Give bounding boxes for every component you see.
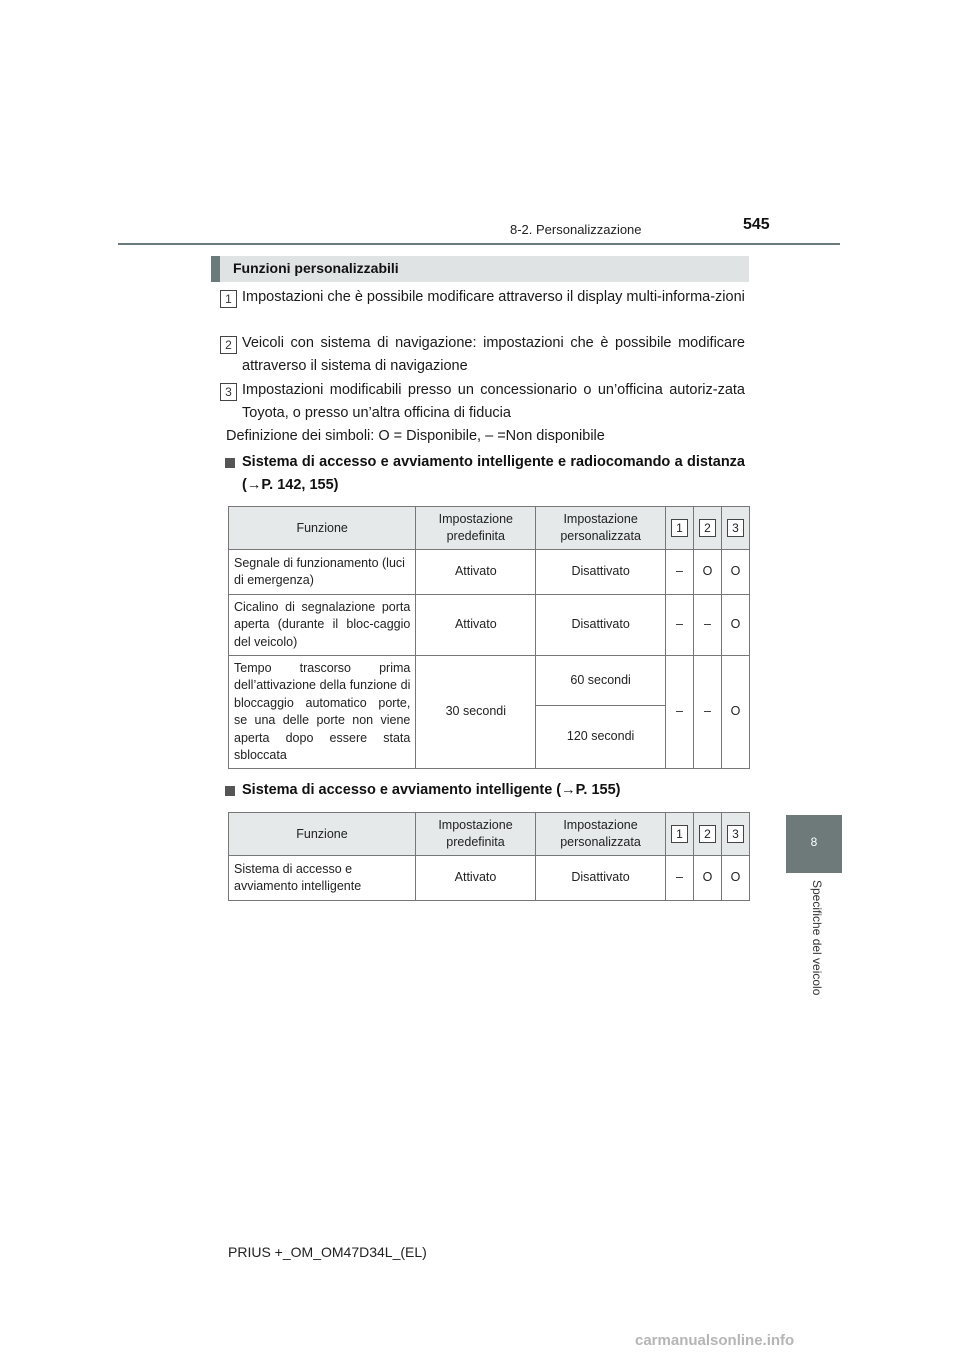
header-col-2: [693, 507, 721, 550]
table-row: [229, 550, 750, 595]
table-row: [229, 656, 750, 706]
cell-avail-1: –: [665, 550, 693, 595]
item-text-2: Veicoli con sistema di navigazione: impostazioni che è possibile modificare attraverso il sistema di navigazione: [242, 335, 745, 374]
badge-1: 1: [671, 519, 688, 537]
badge-3: 3: [727, 825, 744, 843]
header-default: Impostazione predefinita: [415, 813, 535, 856]
item-badge-1: 1: [220, 290, 237, 308]
cell-function: Sistema di accesso e avviamento intelligente: [229, 856, 416, 901]
item-text-1: Impostazioni che è possibile modificare attraverso il display multi-informa-zioni: [242, 289, 745, 305]
cell-avail-1: –: [665, 856, 693, 901]
cell-avail-2: –: [693, 656, 721, 769]
cell-avail-1: –: [665, 656, 693, 769]
subsection-title-1: Sistema di accesso e avviamento intelligente e radiocomando a distanza (→P. 142, 155): [242, 454, 745, 493]
cell-default: Attivato: [416, 550, 536, 595]
header-col-3: [721, 813, 749, 856]
item-badge-2: 2: [220, 336, 237, 354]
header-divider: [118, 243, 840, 245]
badge-2: 2: [699, 825, 716, 843]
cell-custom: Disattivato: [536, 595, 666, 656]
badge-2: 2: [699, 519, 716, 537]
item-text-3: Impostazioni modificabili presso un concessionario o un’officina autoriz-zata Toyota, o presso un’altra officina di fiducia: [242, 382, 745, 421]
header-function: Funzione: [229, 507, 416, 550]
cell-avail-2: O: [693, 550, 721, 595]
cell-custom: 120 secondi: [536, 706, 666, 769]
subsection-heading-2: [242, 779, 745, 802]
settings-table-2: [228, 812, 750, 901]
cell-avail-3: O: [721, 550, 749, 595]
cell-function: Segnale di funzionamento (luci di emergenza): [229, 550, 416, 595]
cell-custom: Disattivato: [536, 856, 666, 901]
cell-custom: 60 secondi: [536, 656, 666, 706]
cell-function: Tempo trascorso prima dell’attivazione della funzione di bloccaggio automatico porte, se una delle porte non viene aperta dopo essere stata sbloccata: [229, 656, 416, 769]
cell-avail-2: –: [693, 595, 721, 656]
chapter-number: 8: [810, 835, 818, 849]
item-badge-3: 3: [220, 383, 237, 401]
chapter-tab: [786, 815, 842, 873]
table-row: [229, 856, 750, 901]
page-number: 545: [743, 216, 770, 233]
section-heading: [211, 256, 749, 282]
running-header-section: 8-2. Personalizzazione: [510, 222, 642, 237]
subsection-title-2: Sistema di accesso e avviamento intelligente (→P. 155): [242, 782, 621, 798]
subsection-heading-1: [242, 451, 745, 497]
header-default: Impostazione predefinita: [416, 507, 536, 550]
cell-avail-1: –: [665, 595, 693, 656]
cell-default: Attivato: [415, 856, 535, 901]
header-custom: Impostazione personalizzata: [536, 507, 666, 550]
cell-default: Attivato: [416, 595, 536, 656]
cell-avail-3: O: [721, 595, 749, 656]
symbol-definition: Definizione dei simboli: O = Disponibile, – =Non disponibile: [226, 428, 605, 444]
chapter-label: Specifiche del veicolo: [810, 880, 824, 996]
header-function: Funzione: [229, 813, 416, 856]
square-bullet-icon: [225, 786, 235, 796]
settings-table-1: [228, 506, 750, 769]
header-col-1: [665, 813, 693, 856]
header-custom: Impostazione personalizzata: [536, 813, 666, 856]
cell-avail-3: O: [721, 656, 749, 769]
watermark: carmanualsonline.info: [635, 1332, 795, 1349]
badge-3: 3: [727, 519, 744, 537]
header-col-3: [721, 507, 749, 550]
cell-default: 30 secondi: [416, 656, 536, 769]
badge-1: 1: [671, 825, 688, 843]
cell-custom: Disattivato: [536, 550, 666, 595]
cell-avail-2: O: [693, 856, 721, 901]
cell-avail-3: O: [721, 856, 749, 901]
table-header-row: [229, 507, 750, 550]
table-row: [229, 595, 750, 656]
square-bullet-icon: [225, 458, 235, 468]
header-col-1: [665, 507, 693, 550]
cell-function: Cicalino di segnalazione porta aperta (durante il bloc-caggio del veicolo): [229, 595, 416, 656]
table-header-row: [229, 813, 750, 856]
document-code: PRIUS +_OM_OM47D34L_(EL): [228, 1244, 427, 1260]
section-heading-text: Funzioni personalizzabili: [233, 260, 399, 276]
header-col-2: [693, 813, 721, 856]
